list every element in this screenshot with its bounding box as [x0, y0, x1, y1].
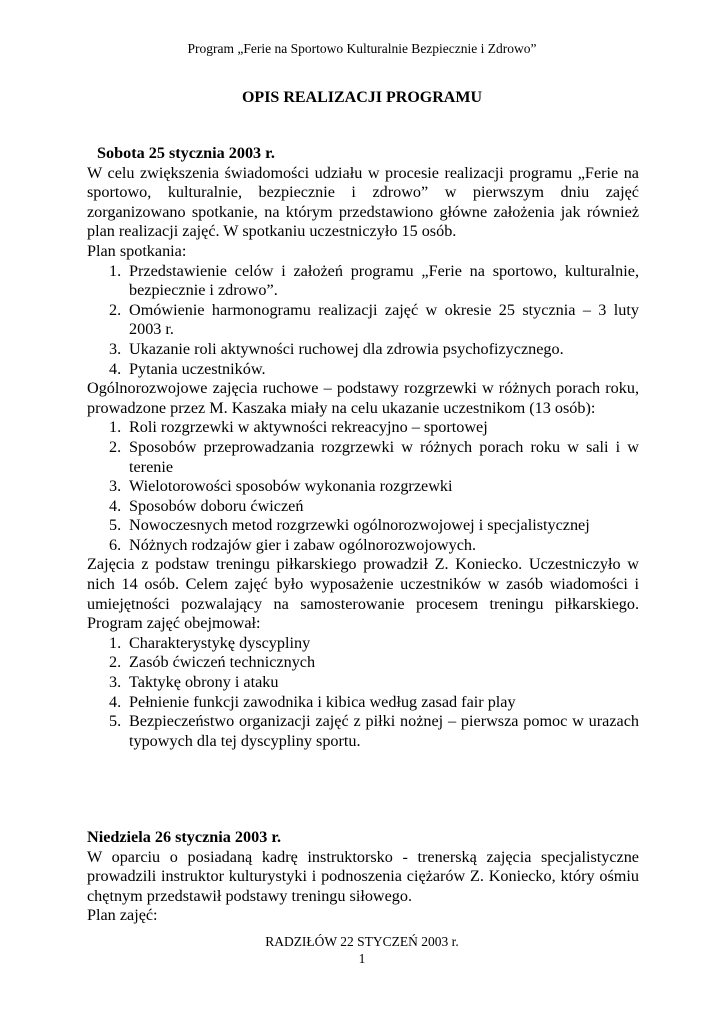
list-item: 3. Wielotorowości sposobów wykonania rozgrzewki	[109, 477, 453, 496]
list-item: 2. Zasób ćwiczeń technicznych	[109, 653, 316, 672]
section-intro-paragraph: W oparciu o posiadaną kadrę instruktorsko - trenerską zajęcia specjalistyczne prowadzili instruktor kulturystyki i podnoszenia ciężarów Z. Koniecko, który ośmiu chętnym przedstawił podstawy treningu siłowego.	[87, 847, 639, 905]
list-item: 1. Przedstawienie celów i założeń programu „Ferie na sportowo, kulturalnie, bezpiecznie i zdrowo”.	[109, 261, 639, 300]
list-item: 1. Charakterystykę dyscypliny	[109, 633, 311, 652]
section-heading: Niedziela 26 stycznia 2003 r.	[87, 828, 282, 846]
plan-label: Plan spotkania:	[87, 241, 187, 260]
list-item: 2. Omówienie harmonogramu realizacji zajęć w okresie 25 stycznia – 3 luty 2003 r.	[109, 300, 639, 339]
football-program-list	[87, 634, 639, 752]
warmup-topics-list	[87, 418, 639, 555]
list-item: 3. Ukazanie roli aktywności ruchowej dla zdrowia psychofizycznego.	[109, 339, 564, 358]
list-item: 4. Sposobów doboru ćwiczeń	[109, 496, 304, 515]
section-sunday	[87, 828, 639, 926]
list-item: 4. Pytania uczestników.	[109, 359, 266, 378]
section-saturday	[87, 144, 639, 751]
section-heading: Sobota 25 stycznia 2003 r.	[97, 144, 275, 162]
list-item: 5. Nowoczesnych metod rozgrzewki ogólnorozwojowej i specjalistycznej	[109, 516, 590, 535]
footer-place-date: RADZIŁÓW 22 STYCZEŃ 2003 r.	[265, 934, 459, 949]
running-header: Program „Ferie na Sportowo Kulturalnie Bezpiecznie i Zdrowo”	[187, 41, 537, 56]
page-number: 1	[358, 951, 366, 966]
list-item: 1. Roli rozgrzewki w aktywności rekreacyjno – sportowej	[109, 418, 488, 437]
list-item: 5. Bezpieczeństwo organizacji zajęć z piłki nożnej – pierwsza pomoc w urazach typowych dla tej dyscypliny sportu.	[109, 712, 639, 750]
page-footer	[0, 933, 724, 967]
list-item: 4. Pełnienie funkcji zawodnika i kibica według zasad fair play	[109, 692, 516, 711]
document-title: OPIS REALIZACJI PROGRAMU	[241, 89, 482, 106]
section-intro-paragraph: W celu zwiększenia świadomości udziału w procesie realizacji programu „Ferie na sportowo, kulturalnie, bezpiecznie i zdrowo” w pierwszym dniu zajęć zorganizowano spotkanie, na którym przedstawiono główne założenia jak również plan realizacji zajęć. W spotkaniu uczestniczyło 15 osób.	[87, 163, 639, 241]
list-item: 6. Nóżnych rodzajów gier i zabaw ogólnorozwojowych.	[109, 535, 477, 554]
list-item: 2. Sposobów przeprowadzania rozgrzewki w różnych porach roku w sali i w terenie	[109, 437, 639, 476]
list-item: 3. Taktykę obrony i ataku	[109, 673, 279, 692]
meeting-plan-list	[87, 262, 639, 380]
football-paragraph: Zajęcia z podstaw treningu piłkarskiego prowadził Z. Koniecko. Uczestniczyło w nich 14 osób. Celem zajęć było wyposażenie uczestników w zasób wiadomości i umiejętności pozwalający na samosterowanie procesem treningu piłkarskiego. Program zajęć obejmował:	[87, 555, 639, 633]
warmup-paragraph: Ogólnorozwojowe zajęcia ruchowe – podstawy rozgrzewki w różnych porach roku, prowadzone przez M. Kaszaka miały na celu ukazanie uczestnikom (13 osób):	[87, 379, 639, 417]
plan-label: Plan zajęć:	[87, 906, 158, 925]
